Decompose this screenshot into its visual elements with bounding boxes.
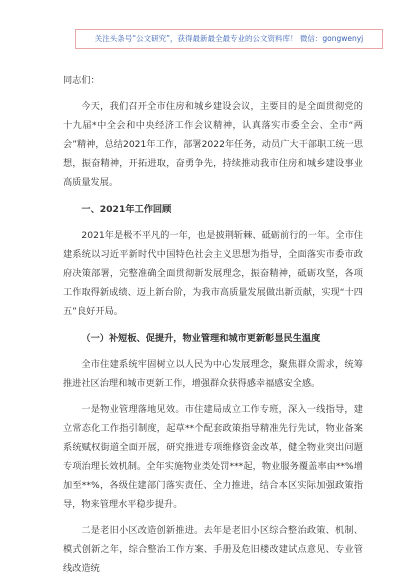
section-heading-work-review: 一、2021年工作回顾	[81, 204, 172, 215]
document-body	[63, 60, 363, 578]
intro-paragraph: 今天，我们召开全市住房和城乡建设会议，主要目的是全面贯彻党的十九届*中全会和中央经济工作会议精神，认真落实市委全会、全市“两会”精神，总结2021年工作，部署2022年任务，动员广大干部职工统一思想，振奋精神，开拓进取，奋勇争先，持续推动我市住房和城乡建设事业高质量发展。	[63, 101, 363, 188]
subsection-paragraph-people-centered: 全市住建系统牢固树立以人民为中心发展理念，聚焦群众需求，统筹推进社区治理和城市更新工作，增强群众获得感幸福感安全感。	[63, 359, 363, 389]
paragraph-old-community-renovation: 二是老旧小区改造创新推进。去年是老旧小区综合整治政策、机制、模式创新之年，综合整治工作方案、手册及危旧楼改建试点意见、专业管线改造统	[63, 525, 363, 574]
subsection-heading-property-renewal: （一）补短板、促提升，物业管理和城市更新彰显民生温度	[81, 333, 321, 344]
salutation: 同志们：	[63, 75, 100, 86]
paragraph-property-management: 一是物业管理落地见效。市住建局成立工作专班，深入一线指导，建立常态化工作指引制度，起草**个配套政策指导精准先行先试，物业备案系统赋权街道全面开展，研究推进专项维修资金改革，健全物业突出问题专项治理长效机制。全年实施物业类处罚***起，物业服务覆盖率由**%增加至**%，各级住建部门落实责任、全力推进，结合本区实际加强政策指导，物来管理水平稳步提升。	[63, 404, 363, 510]
promo-banner[interactable]: 关注头条号“公文研究”，获得最新最全最专业的公文资料库！ 微信：gongwenyj	[75, 29, 383, 49]
section-paragraph-year-summary: 2021年是极不平凡的一年，也是披荆斩棘、砥砺前行的一年。全市住建系统以习近平新时代中国特色社会主义思想为指导，全面落实市委市政府决策部署，完整准确全面贯彻新发展理念，振奋精神，砥砺攻坚，各项工作取得新成绩、迈上新台阶，为我市高质量发展做出新贡献，实现“十四五”良好开局。	[63, 230, 363, 317]
